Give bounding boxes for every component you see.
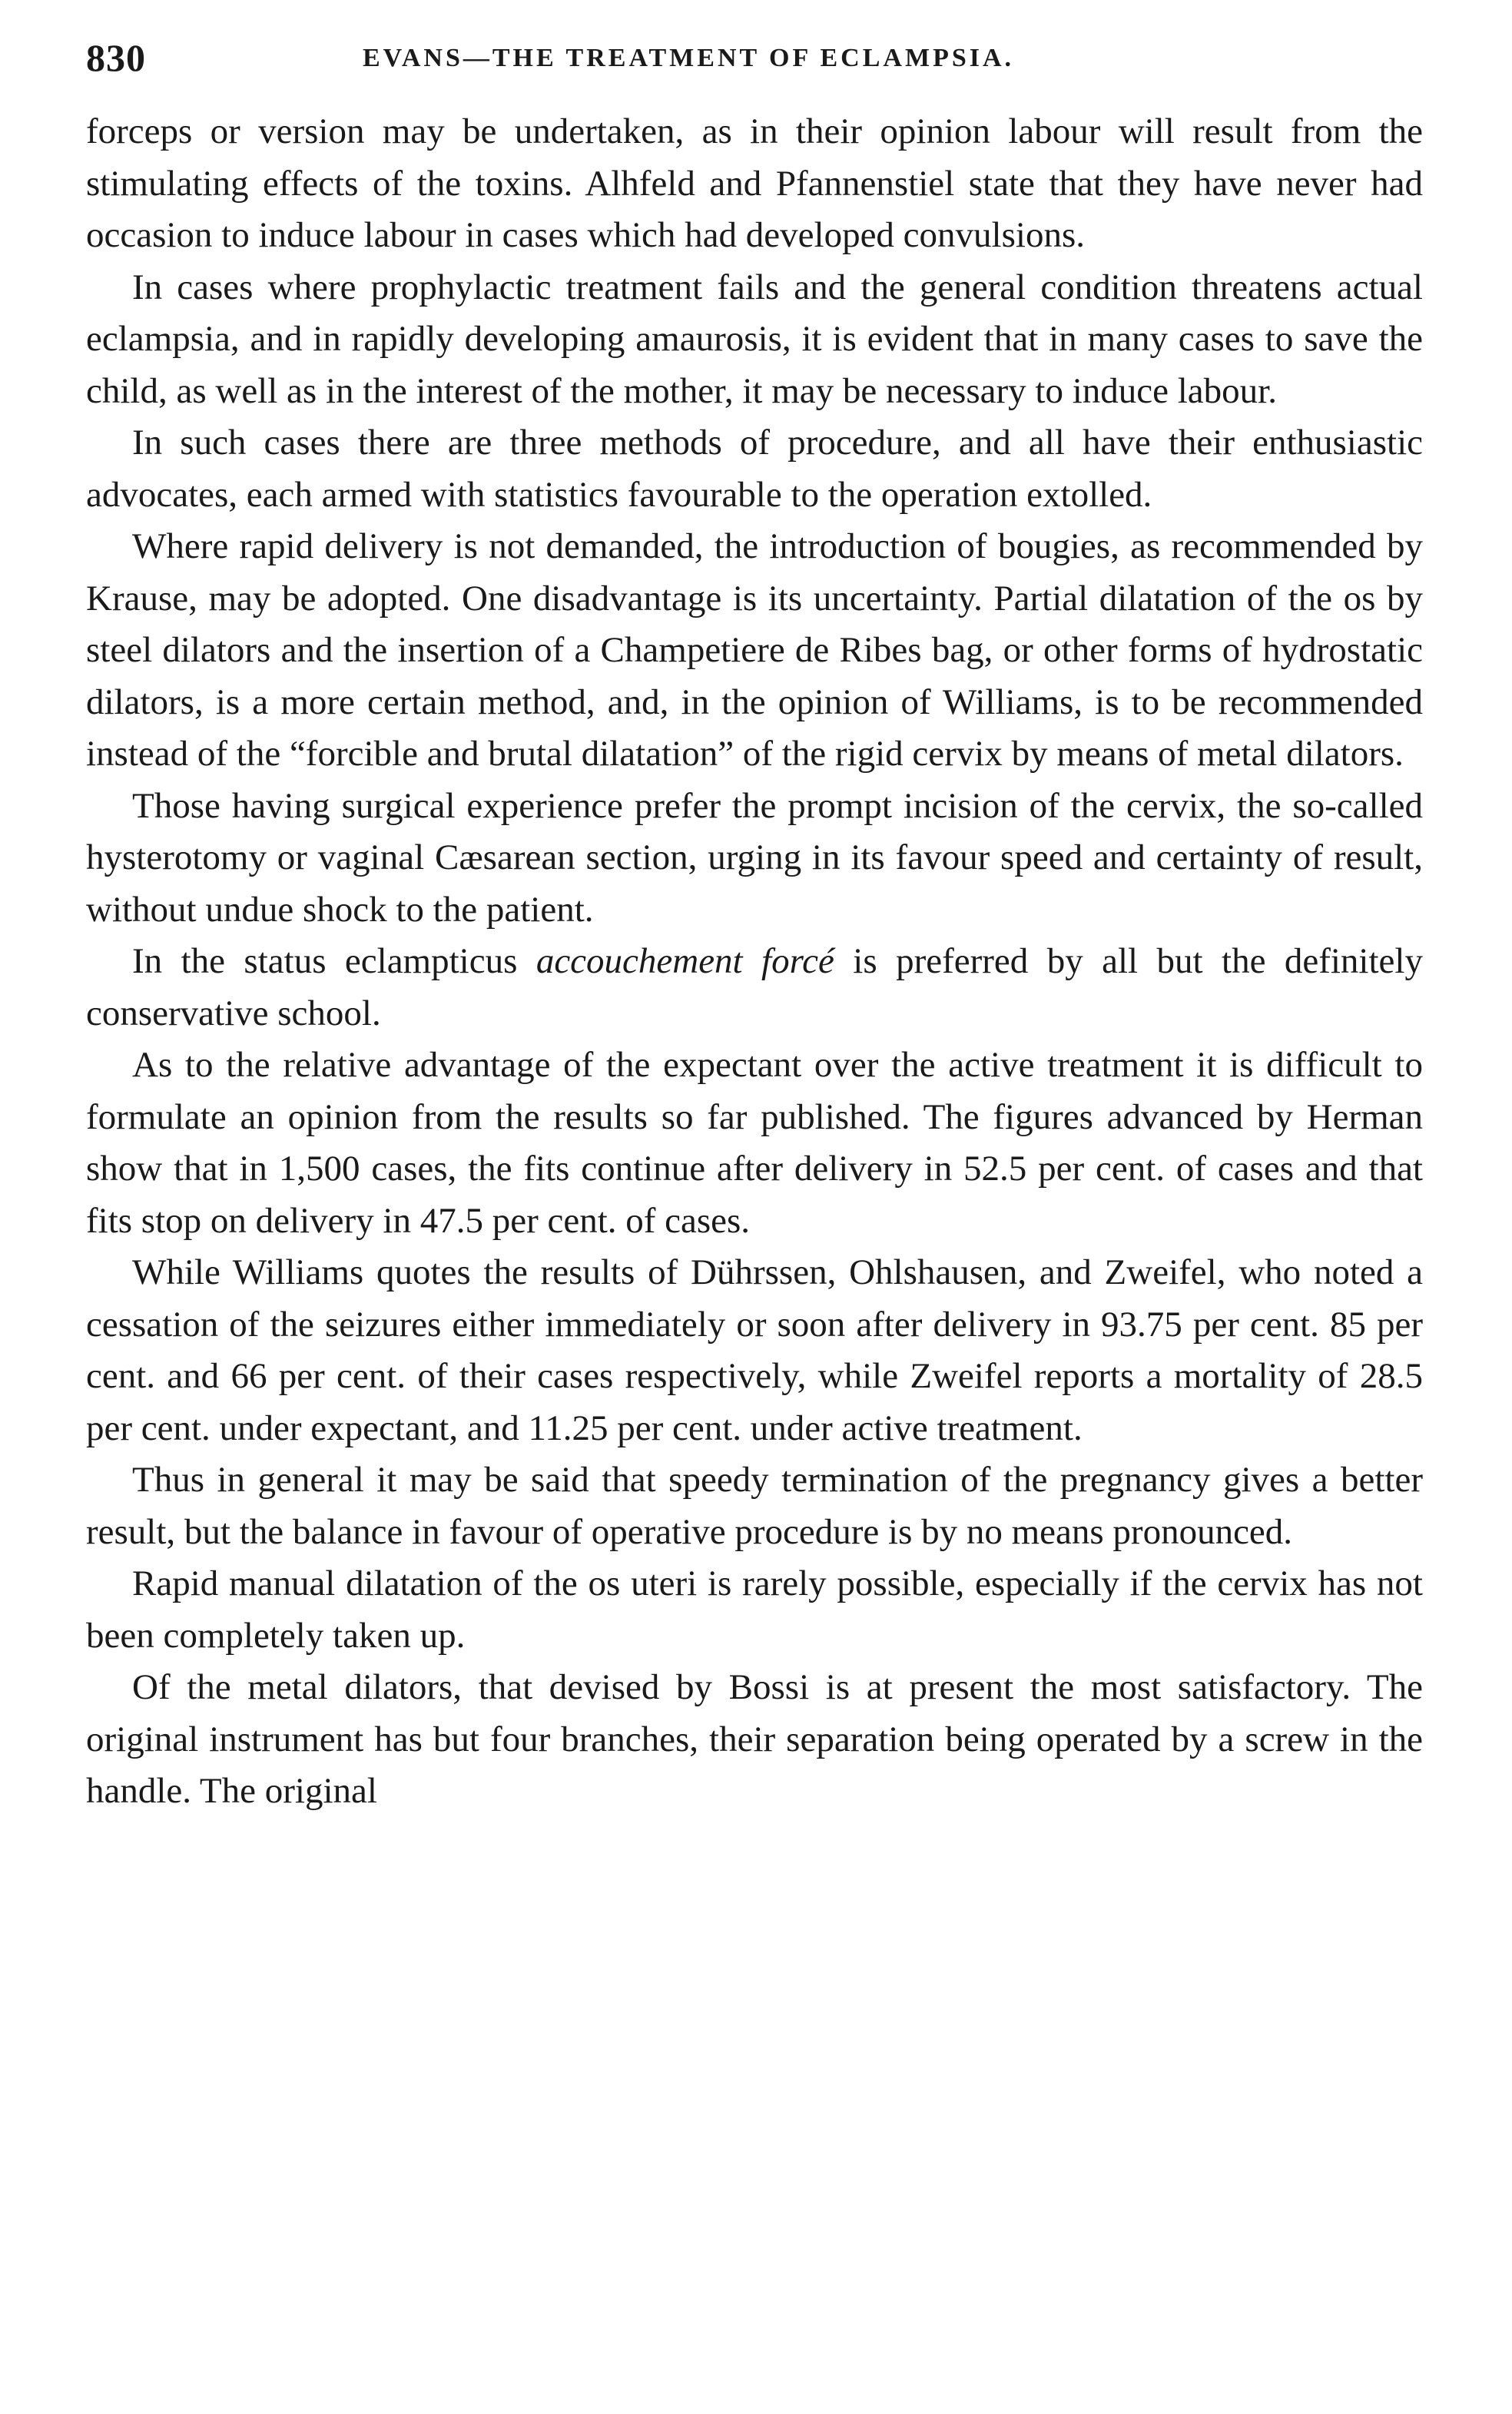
italic-phrase: accouchement forcé: [536, 941, 834, 981]
paragraph: Those having surgical experience prefer the prompt incision of the cervix, the so-called hysterotomy or vaginal Cæsarean section, urging in its favour speed and certainty of result, without undue shock to the patient.: [86, 785, 1423, 930]
article-body: [86, 106, 1423, 1818]
running-head: [86, 31, 1423, 85]
paragraph: Thus in general it may be said that speedy termination of the pregnancy gives a better result, but the balance in favour of operative procedure is by no means pronounced.: [86, 1460, 1423, 1552]
paragraph: Where rapid delivery is not demanded, the introduction of bougies, as recommended by Krause, may be adopted. One disadvantage is its uncertainty. Partial dilatation of the os by steel dilators and the insertion of a Champetiere de Ribes bag, or other forms of hydrostatic dilators, is a more certain method, and, in the opinion of Williams, is to be recommended instead of the “forcible and brutal dilatation” of the rigid cervix by means of metal dilators.: [86, 526, 1423, 774]
page-number: 830: [86, 36, 146, 79]
paragraph: As to the relative advantage of the expectant over the active treatment it is difficult to formulate an opinion from the results so far published. The figures advanced by Herman show that in 1,500 cases, the fits continue after delivery in 52.5 per cent. of cases and that fits stop on delivery in 47.5 per cent. of cases.: [86, 1045, 1423, 1241]
paragraph: In such cases there are three methods of procedure, and all have their enthusiastic advocates, each armed with statistics favourable to the operation extolled.: [86, 423, 1423, 515]
paragraph-continuation: forceps or version may be undertaken, as in their opinion labour will result from the stimulating effects of the toxins. Alhfeld and Pfannenstiel state that they have never had occasion to induce labour in cases which had developed convulsions.: [86, 111, 1423, 255]
paragraph: Rapid manual dilatation of the os uteri is rarely possible, especially if the cervix has not been completely taken up.: [86, 1563, 1423, 1656]
paragraph: In cases where prophylactic treatment fails and the general condition threatens actual eclampsia, and in rapidly developing amaurosis, it is evident that in many cases to save the child, as well as in the interest of the mother, it may be necessary to induce labour.: [86, 267, 1423, 411]
paragraph-text: In the status eclampticus: [132, 941, 536, 981]
paragraph-continues: Of the metal dilators, that devised by Bossi is at present the most satisfactory. The original instrument has but four branches, their separation being operated by a screw in the handle. The original: [86, 1667, 1423, 1811]
running-title: EVANS—THE TREATMENT OF ECLAMPSIA.: [363, 44, 1015, 72]
paragraph-text: is preferred by all but the definitely conservative school.: [86, 941, 1423, 1033]
paragraph: [86, 936, 1423, 1040]
paragraph: While Williams quotes the results of Dührssen, Ohlshausen, and Zweifel, who noted a cessation of the seizures either immediately or soon after delivery in 93.75 per cent. 85 per cent. and 66 per cent. of their cases respectively, while Zweifel reports a mortality of 28.5 per cent. under expectant, and 11.25 per cent. under active treatment.: [86, 1252, 1423, 1448]
